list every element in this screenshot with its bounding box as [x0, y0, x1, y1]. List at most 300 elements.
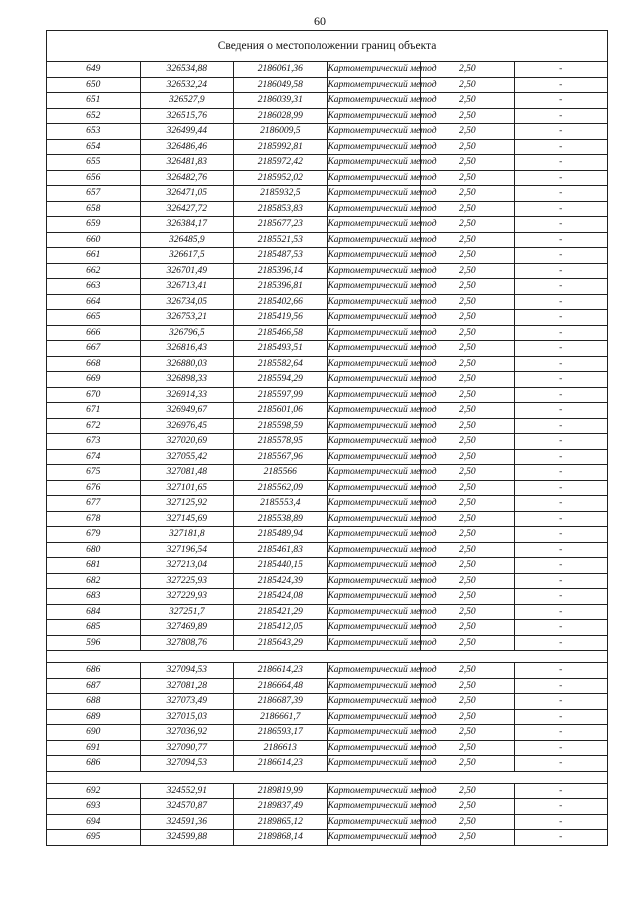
method-cell: Картометрический метод	[327, 93, 421, 109]
table-row	[47, 620, 608, 636]
point-number-cell: 650	[47, 77, 141, 93]
table-row	[47, 558, 608, 574]
x-coordinate-cell: 327196,54	[140, 542, 234, 558]
description-cell: -	[514, 186, 608, 202]
table-row	[47, 511, 608, 527]
y-coordinate-cell: 2189837,49	[234, 799, 328, 815]
method-cell: Картометрический метод	[327, 155, 421, 171]
accuracy-cell: 2,50	[421, 170, 515, 186]
x-coordinate-cell: 326976,45	[140, 418, 234, 434]
table-row	[47, 449, 608, 465]
point-number-cell: 660	[47, 232, 141, 248]
y-coordinate-cell: 2185424,08	[234, 589, 328, 605]
accuracy-cell: 2,50	[421, 62, 515, 78]
method-cell: Картометрический метод	[327, 740, 421, 756]
point-number-cell: 675	[47, 465, 141, 481]
accuracy-cell: 2,50	[421, 480, 515, 496]
point-number-cell: 690	[47, 725, 141, 741]
description-cell: -	[514, 527, 608, 543]
accuracy-cell: 2,50	[421, 663, 515, 679]
separator-cell	[47, 771, 608, 783]
method-cell: Картометрический метод	[327, 635, 421, 651]
accuracy-cell: 2,50	[421, 372, 515, 388]
description-cell: -	[514, 635, 608, 651]
description-cell: -	[514, 725, 608, 741]
point-number-cell: 691	[47, 740, 141, 756]
y-coordinate-cell: 2185567,96	[234, 449, 328, 465]
y-coordinate-cell: 2185553,4	[234, 496, 328, 512]
accuracy-cell: 2,50	[421, 589, 515, 605]
description-cell: -	[514, 201, 608, 217]
description-cell: -	[514, 558, 608, 574]
block-separator-row	[47, 651, 608, 663]
point-number-cell: 658	[47, 201, 141, 217]
method-cell: Картометрический метод	[327, 139, 421, 155]
method-cell: Картометрический метод	[327, 418, 421, 434]
table-row	[47, 694, 608, 710]
point-number-cell: 663	[47, 279, 141, 295]
y-coordinate-cell: 2185421,29	[234, 604, 328, 620]
point-number-cell: 686	[47, 663, 141, 679]
accuracy-cell: 2,50	[421, 678, 515, 694]
method-cell: Картометрический метод	[327, 480, 421, 496]
method-cell: Картометрический метод	[327, 372, 421, 388]
accuracy-cell: 2,50	[421, 635, 515, 651]
y-coordinate-cell: 2185643,29	[234, 635, 328, 651]
method-cell: Картометрический метод	[327, 170, 421, 186]
accuracy-cell: 2,50	[421, 830, 515, 846]
method-cell: Картометрический метод	[327, 62, 421, 78]
table-row	[47, 93, 608, 109]
point-number-cell: 677	[47, 496, 141, 512]
accuracy-cell: 2,50	[421, 449, 515, 465]
table-row	[47, 814, 608, 830]
y-coordinate-cell: 2185597,99	[234, 387, 328, 403]
x-coordinate-cell: 326701,49	[140, 263, 234, 279]
table-row	[47, 263, 608, 279]
accuracy-cell: 2,50	[421, 387, 515, 403]
table-row	[47, 465, 608, 481]
x-coordinate-cell: 327181,8	[140, 527, 234, 543]
method-cell: Картометрический метод	[327, 756, 421, 772]
description-cell: -	[514, 434, 608, 450]
description-cell: -	[514, 341, 608, 357]
table-row	[47, 403, 608, 419]
accuracy-cell: 2,50	[421, 783, 515, 799]
y-coordinate-cell: 2185396,81	[234, 279, 328, 295]
table-row	[47, 709, 608, 725]
method-cell: Картометрический метод	[327, 542, 421, 558]
table-row	[47, 372, 608, 388]
description-cell: -	[514, 709, 608, 725]
description-cell: -	[514, 155, 608, 171]
point-number-cell: 693	[47, 799, 141, 815]
point-number-cell: 670	[47, 387, 141, 403]
point-number-cell: 652	[47, 108, 141, 124]
method-cell: Картометрический метод	[327, 387, 421, 403]
accuracy-cell: 2,50	[421, 341, 515, 357]
method-cell: Картометрический метод	[327, 725, 421, 741]
description-cell: -	[514, 604, 608, 620]
accuracy-cell: 2,50	[421, 155, 515, 171]
y-coordinate-cell: 2186049,58	[234, 77, 328, 93]
method-cell: Картометрический метод	[327, 783, 421, 799]
method-cell: Картометрический метод	[327, 620, 421, 636]
table-row	[47, 217, 608, 233]
x-coordinate-cell: 327055,42	[140, 449, 234, 465]
method-cell: Картометрический метод	[327, 709, 421, 725]
page-number: 60	[314, 14, 326, 28]
y-coordinate-cell: 2189819,99	[234, 783, 328, 799]
description-cell: -	[514, 170, 608, 186]
point-number-cell: 671	[47, 403, 141, 419]
y-coordinate-cell: 2186009,5	[234, 124, 328, 140]
x-coordinate-cell: 326734,05	[140, 294, 234, 310]
accuracy-cell: 2,50	[421, 527, 515, 543]
accuracy-cell: 2,50	[421, 573, 515, 589]
point-number-cell: 667	[47, 341, 141, 357]
x-coordinate-cell: 327145,69	[140, 511, 234, 527]
table-row	[47, 294, 608, 310]
x-coordinate-cell: 326515,76	[140, 108, 234, 124]
point-number-cell: 686	[47, 756, 141, 772]
point-number-cell: 661	[47, 248, 141, 264]
description-cell: -	[514, 694, 608, 710]
x-coordinate-cell: 327094,53	[140, 663, 234, 679]
y-coordinate-cell: 2186613	[234, 740, 328, 756]
accuracy-cell: 2,50	[421, 232, 515, 248]
point-number-cell: 692	[47, 783, 141, 799]
description-cell: -	[514, 356, 608, 372]
point-number-cell: 679	[47, 527, 141, 543]
point-number-cell: 596	[47, 635, 141, 651]
description-cell: -	[514, 62, 608, 78]
y-coordinate-cell: 2186664,48	[234, 678, 328, 694]
y-coordinate-cell: 2185601,06	[234, 403, 328, 419]
accuracy-cell: 2,50	[421, 465, 515, 481]
accuracy-cell: 2,50	[421, 604, 515, 620]
point-number-cell: 673	[47, 434, 141, 450]
x-coordinate-cell: 326898,33	[140, 372, 234, 388]
method-cell: Картометрический метод	[327, 217, 421, 233]
table-row	[47, 604, 608, 620]
table-row	[47, 387, 608, 403]
point-number-cell: 681	[47, 558, 141, 574]
accuracy-cell: 2,50	[421, 403, 515, 419]
point-number-cell: 678	[47, 511, 141, 527]
description-cell: -	[514, 294, 608, 310]
x-coordinate-cell: 327808,76	[140, 635, 234, 651]
accuracy-cell: 2,50	[421, 756, 515, 772]
table-row	[47, 542, 608, 558]
description-cell: -	[514, 678, 608, 694]
table-row	[47, 725, 608, 741]
point-number-cell: 694	[47, 814, 141, 830]
table-row	[47, 325, 608, 341]
method-cell: Картометрический метод	[327, 663, 421, 679]
point-number-cell: 689	[47, 709, 141, 725]
point-number-cell: 654	[47, 139, 141, 155]
accuracy-cell: 2,50	[421, 694, 515, 710]
x-coordinate-cell: 326527,9	[140, 93, 234, 109]
y-coordinate-cell: 2185440,15	[234, 558, 328, 574]
table-row	[47, 356, 608, 372]
table-row	[47, 341, 608, 357]
point-number-cell: 672	[47, 418, 141, 434]
table-row	[47, 756, 608, 772]
y-coordinate-cell: 2185932,5	[234, 186, 328, 202]
method-cell: Картометрический метод	[327, 558, 421, 574]
description-cell: -	[514, 418, 608, 434]
table-row	[47, 573, 608, 589]
x-coordinate-cell: 324570,87	[140, 799, 234, 815]
y-coordinate-cell: 2185566	[234, 465, 328, 481]
description-cell: -	[514, 663, 608, 679]
description-cell: -	[514, 279, 608, 295]
table-row	[47, 248, 608, 264]
point-number-cell: 665	[47, 310, 141, 326]
x-coordinate-cell: 327015,03	[140, 709, 234, 725]
accuracy-cell: 2,50	[421, 558, 515, 574]
table-row	[47, 740, 608, 756]
description-cell: -	[514, 77, 608, 93]
point-number-cell: 688	[47, 694, 141, 710]
accuracy-cell: 2,50	[421, 294, 515, 310]
point-number-cell: 669	[47, 372, 141, 388]
point-number-cell: 682	[47, 573, 141, 589]
x-coordinate-cell: 324599,88	[140, 830, 234, 846]
point-number-cell: 649	[47, 62, 141, 78]
accuracy-cell: 2,50	[421, 248, 515, 264]
x-coordinate-cell: 327090,77	[140, 740, 234, 756]
table-row	[47, 480, 608, 496]
accuracy-cell: 2,50	[421, 709, 515, 725]
accuracy-cell: 2,50	[421, 511, 515, 527]
accuracy-cell: 2,50	[421, 263, 515, 279]
table-row	[47, 663, 608, 679]
y-coordinate-cell: 2185952,02	[234, 170, 328, 186]
accuracy-cell: 2,50	[421, 356, 515, 372]
accuracy-cell: 2,50	[421, 77, 515, 93]
accuracy-cell: 2,50	[421, 139, 515, 155]
description-cell: -	[514, 93, 608, 109]
x-coordinate-cell: 326617,5	[140, 248, 234, 264]
y-coordinate-cell: 2185992,81	[234, 139, 328, 155]
y-coordinate-cell: 2185562,09	[234, 480, 328, 496]
description-cell: -	[514, 248, 608, 264]
method-cell: Картометрический метод	[327, 403, 421, 419]
table-row	[47, 678, 608, 694]
y-coordinate-cell: 2185489,94	[234, 527, 328, 543]
point-number-cell: 662	[47, 263, 141, 279]
x-coordinate-cell: 326796,5	[140, 325, 234, 341]
method-cell: Картометрический метод	[327, 248, 421, 264]
method-cell: Картометрический метод	[327, 814, 421, 830]
table-title-row	[47, 31, 608, 62]
description-cell: -	[514, 108, 608, 124]
point-number-cell: 666	[47, 325, 141, 341]
description-cell: -	[514, 480, 608, 496]
y-coordinate-cell: 2185578,95	[234, 434, 328, 450]
block-separator-row	[47, 771, 608, 783]
description-cell: -	[514, 387, 608, 403]
accuracy-cell: 2,50	[421, 201, 515, 217]
y-coordinate-cell: 2185598,59	[234, 418, 328, 434]
table-row	[47, 232, 608, 248]
description-cell: -	[514, 620, 608, 636]
point-number-cell: 655	[47, 155, 141, 171]
table-row	[47, 279, 608, 295]
y-coordinate-cell: 2186614,23	[234, 756, 328, 772]
x-coordinate-cell: 327213,04	[140, 558, 234, 574]
method-cell: Картометрический метод	[327, 589, 421, 605]
x-coordinate-cell: 327229,93	[140, 589, 234, 605]
accuracy-cell: 2,50	[421, 496, 515, 512]
table-row	[47, 108, 608, 124]
x-coordinate-cell: 327251,7	[140, 604, 234, 620]
table-body	[47, 31, 608, 846]
accuracy-cell: 2,50	[421, 93, 515, 109]
description-cell: -	[514, 263, 608, 279]
x-coordinate-cell: 326880,03	[140, 356, 234, 372]
point-number-cell: 653	[47, 124, 141, 140]
x-coordinate-cell: 324591,36	[140, 814, 234, 830]
x-coordinate-cell: 327081,28	[140, 678, 234, 694]
table-row	[47, 496, 608, 512]
y-coordinate-cell: 2189868,14	[234, 830, 328, 846]
table-row	[47, 799, 608, 815]
x-coordinate-cell: 326486,46	[140, 139, 234, 155]
y-coordinate-cell: 2186061,36	[234, 62, 328, 78]
method-cell: Картометрический метод	[327, 799, 421, 815]
boundary-coordinates-table	[46, 30, 608, 846]
x-coordinate-cell: 326816,43	[140, 341, 234, 357]
accuracy-cell: 2,50	[421, 620, 515, 636]
x-coordinate-cell: 326914,33	[140, 387, 234, 403]
point-number-cell: 651	[47, 93, 141, 109]
table-row	[47, 635, 608, 651]
point-number-cell: 684	[47, 604, 141, 620]
y-coordinate-cell: 2185972,42	[234, 155, 328, 171]
table-row	[47, 139, 608, 155]
method-cell: Картометрический метод	[327, 108, 421, 124]
y-coordinate-cell: 2185521,53	[234, 232, 328, 248]
method-cell: Картометрический метод	[327, 434, 421, 450]
y-coordinate-cell: 2186614,23	[234, 663, 328, 679]
method-cell: Картометрический метод	[327, 186, 421, 202]
x-coordinate-cell: 327125,92	[140, 496, 234, 512]
y-coordinate-cell: 2185412,05	[234, 620, 328, 636]
method-cell: Картометрический метод	[327, 511, 421, 527]
table-row	[47, 310, 608, 326]
description-cell: -	[514, 542, 608, 558]
table-row	[47, 186, 608, 202]
table-row	[47, 527, 608, 543]
y-coordinate-cell: 2185396,14	[234, 263, 328, 279]
accuracy-cell: 2,50	[421, 124, 515, 140]
y-coordinate-cell: 2189865,12	[234, 814, 328, 830]
accuracy-cell: 2,50	[421, 434, 515, 450]
y-coordinate-cell: 2185466,58	[234, 325, 328, 341]
point-number-cell: 674	[47, 449, 141, 465]
accuracy-cell: 2,50	[421, 542, 515, 558]
point-number-cell: 695	[47, 830, 141, 846]
description-cell: -	[514, 217, 608, 233]
x-coordinate-cell: 326753,21	[140, 310, 234, 326]
accuracy-cell: 2,50	[421, 418, 515, 434]
accuracy-cell: 2,50	[421, 279, 515, 295]
method-cell: Картометрический метод	[327, 678, 421, 694]
x-coordinate-cell: 324552,91	[140, 783, 234, 799]
description-cell: -	[514, 814, 608, 830]
method-cell: Картометрический метод	[327, 325, 421, 341]
method-cell: Картометрический метод	[327, 496, 421, 512]
method-cell: Картометрический метод	[327, 694, 421, 710]
x-coordinate-cell: 326471,05	[140, 186, 234, 202]
method-cell: Картометрический метод	[327, 356, 421, 372]
y-coordinate-cell: 2186687,39	[234, 694, 328, 710]
y-coordinate-cell: 2186593,17	[234, 725, 328, 741]
y-coordinate-cell: 2185538,89	[234, 511, 328, 527]
method-cell: Картометрический метод	[327, 279, 421, 295]
y-coordinate-cell: 2185419,56	[234, 310, 328, 326]
x-coordinate-cell: 326949,67	[140, 403, 234, 419]
point-number-cell: 680	[47, 542, 141, 558]
x-coordinate-cell: 327020,69	[140, 434, 234, 450]
y-coordinate-cell: 2186028,99	[234, 108, 328, 124]
y-coordinate-cell: 2185493,51	[234, 341, 328, 357]
point-number-cell: 683	[47, 589, 141, 605]
table-title: Сведения о местоположении границ объекта	[47, 31, 608, 62]
point-number-cell: 656	[47, 170, 141, 186]
point-number-cell: 657	[47, 186, 141, 202]
table-row	[47, 62, 608, 78]
y-coordinate-cell: 2185461,83	[234, 542, 328, 558]
method-cell: Картометрический метод	[327, 449, 421, 465]
x-coordinate-cell: 326384,17	[140, 217, 234, 233]
x-coordinate-cell: 326481,83	[140, 155, 234, 171]
method-cell: Картометрический метод	[327, 232, 421, 248]
accuracy-cell: 2,50	[421, 799, 515, 815]
description-cell: -	[514, 325, 608, 341]
description-cell: -	[514, 449, 608, 465]
accuracy-cell: 2,50	[421, 740, 515, 756]
x-coordinate-cell: 327225,93	[140, 573, 234, 589]
description-cell: -	[514, 139, 608, 155]
method-cell: Картометрический метод	[327, 310, 421, 326]
description-cell: -	[514, 799, 608, 815]
description-cell: -	[514, 496, 608, 512]
description-cell: -	[514, 740, 608, 756]
x-coordinate-cell: 327469,89	[140, 620, 234, 636]
point-number-cell: 668	[47, 356, 141, 372]
y-coordinate-cell: 2185402,66	[234, 294, 328, 310]
method-cell: Картометрический метод	[327, 830, 421, 846]
table-row	[47, 830, 608, 846]
y-coordinate-cell: 2185424,39	[234, 573, 328, 589]
y-coordinate-cell: 2185594,29	[234, 372, 328, 388]
y-coordinate-cell: 2185487,53	[234, 248, 328, 264]
description-cell: -	[514, 403, 608, 419]
method-cell: Картометрический метод	[327, 573, 421, 589]
method-cell: Картометрический метод	[327, 341, 421, 357]
method-cell: Картометрический метод	[327, 465, 421, 481]
x-coordinate-cell: 326534,88	[140, 62, 234, 78]
table-row	[47, 418, 608, 434]
x-coordinate-cell: 326482,76	[140, 170, 234, 186]
table-row	[47, 170, 608, 186]
y-coordinate-cell: 2186039,31	[234, 93, 328, 109]
